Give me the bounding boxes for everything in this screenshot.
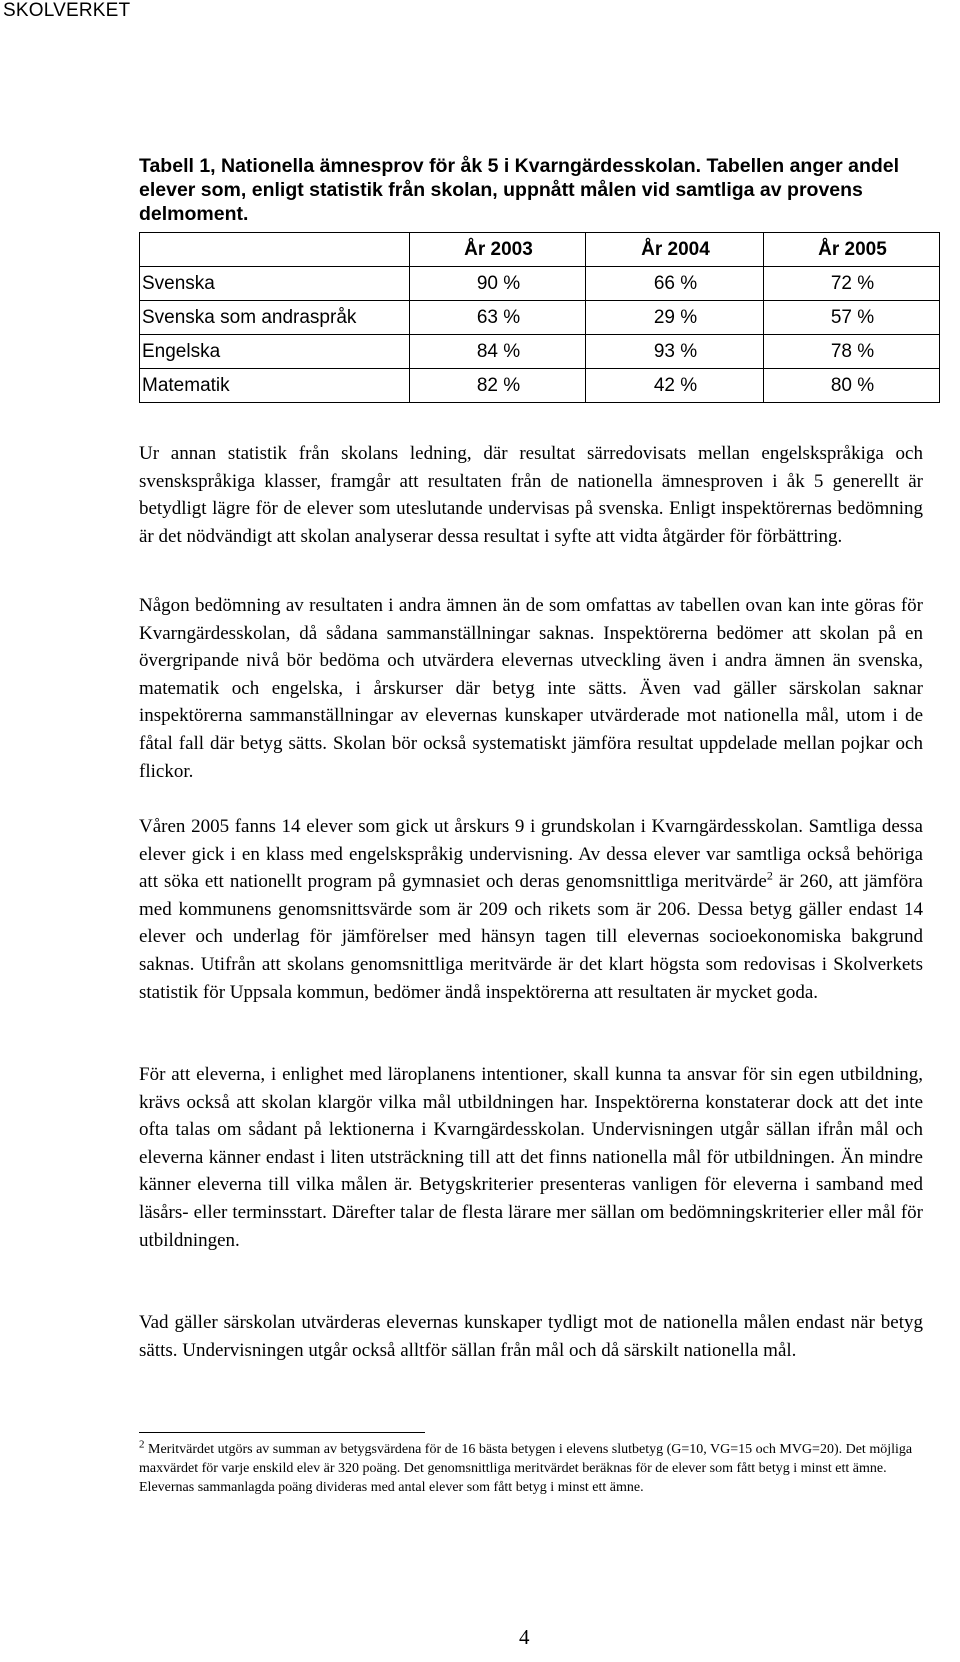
value-cell: 72 %	[764, 267, 940, 301]
table-row	[140, 369, 940, 403]
body-paragraph: Vad gäller särskolan utvärderas elevernas kunskaper tydligt mot de nationella målen endast när betyg sätts. Undervisningen utgår också alltför sällan från mål och då särskilt nationella mål.	[139, 1312, 923, 1361]
value-cell: 78 %	[764, 335, 940, 369]
subject-cell: Engelska	[140, 335, 410, 369]
subject-cell: Svenska som andraspråk	[140, 301, 410, 335]
value-cell: 29 %	[586, 301, 764, 335]
results-table	[139, 232, 940, 403]
footnote-reference: 2	[766, 868, 773, 883]
body-paragraph: Ur annan statistik från skolans ledning, där resultat särredovisats mellan engelskspråkiga och svenskspråkiga klasser, framgår att resultaten från de nationella ämnesproven i åk 5 generellt är betydligt lägre för de elever som uteslutande undervisas på svenska. Enligt inspektörernas bedömning är det nödvändigt att skolan analyserar dessa resultat i syfte att vidta åtgärder för förbättring.	[139, 443, 923, 547]
footnote-text: Meritvärdet utgörs av summan av betygsvärdena för de 16 bästa betygen i elevens slutbetyg (G=10, VG=15 och MVG=20). Det möjliga maxvärdet för varje enskild elev är 320 poäng. Det genomsnittliga meritvärdet beräknas för de elever som fått betyg i minst ett ämne. Elevernas sammanlagda poäng divideras med antal elever som fått betyg i minst ett ämne.	[139, 1442, 913, 1495]
footnote	[139, 1438, 919, 1497]
body-paragraph	[139, 813, 923, 1006]
value-cell: 90 %	[410, 267, 586, 301]
value-cell: 84 %	[410, 335, 586, 369]
table-header-row	[140, 233, 940, 267]
value-cell: 63 %	[410, 301, 586, 335]
body-paragraph: Någon bedömning av resultaten i andra ämnen än de som omfattas av tabellen ovan kan inte göras för Kvarngärdesskolan, då sådana sammanställningar saknas. Inspektörerna bedömer att skolan på en övergripande nivå bör bedöma och utvärdera elevernas utveckling även i andra ämnen än svenska, matematik och engelska, i årskurser där betyg inte sätts. Även vad gäller särskolan saknar inspektörerna sammanställningar av elevernas kunskaper utvärderade mot nationella mål, utom i de fåtal fall där betyg sätts. Skolan bör också systematiskt jämföra resultat uppdelade mellan pojkar och flickor.	[139, 595, 923, 782]
table-caption: Tabell 1, Nationella ämnesprov för åk 5 i Kvarngärdesskolan. Tabellen anger andel elever som, enligt statistik från skolan, uppnått målen vid samtliga av provens delmoment.	[139, 155, 900, 225]
value-cell: 80 %	[764, 369, 940, 403]
table-row	[140, 301, 940, 335]
value-cell: 93 %	[586, 335, 764, 369]
column-header: År 2004	[586, 233, 764, 267]
column-header: År 2003	[410, 233, 586, 267]
table-row	[140, 267, 940, 301]
subject-cell: Matematik	[140, 369, 410, 403]
page-number: 4	[519, 1625, 530, 1649]
table-row	[140, 335, 940, 369]
column-header: År 2005	[764, 233, 940, 267]
value-cell: 82 %	[410, 369, 586, 403]
paragraph-text: är 260, att jämföra med kommunens genomsnittsvärde som är 209 och rikets som är 206. Dessa betyg gäller endast 14 elever och underlag för jämförelser med hänsyn tagen till elevernas socioekonomiska bakgrund saknas. Utifrån att skolans genomsnittliga meritvärde är det klart högsta som redovisas i Skolverkets statistik för Uppsala kommun, bedömer ändå inspektörerna att resultaten är mycket goda.	[139, 871, 923, 1003]
body-paragraph: För att eleverna, i enlighet med läroplanens intentioner, skall kunna ta ansvar för sin egen utbildning, krävs också att skolan klargör vilka mål utbildningen har. Inspektörerna konstaterar dock att det inte ofta talas om sådant på lektionerna i Kvarngärdesskolan. Undervisningen utgår sällan ifrån mål och eleverna känner endast i liten utsträckning till att det finns nationella mål för utbildningen. Än mindre känner eleverna till vilka målen är. Betygskriterier presenteras vanligen för eleverna i samband med läsårs- eller terminsstart. Därefter talar de flesta lärare mer sällan om bedömningskriterier eller mål för utbildningen.	[139, 1064, 923, 1251]
column-header	[140, 233, 410, 267]
footnote-divider	[139, 1432, 425, 1433]
footnote-marker: 2	[139, 1438, 145, 1451]
value-cell: 57 %	[764, 301, 940, 335]
subject-cell: Svenska	[140, 267, 410, 301]
page-header: SKOLVERKET	[3, 0, 131, 21]
value-cell: 66 %	[586, 267, 764, 301]
value-cell: 42 %	[586, 369, 764, 403]
paragraph-text: Våren 2005 fanns 14 elever som gick ut årskurs 9 i grundskolan i Kvarngärdesskolan. Samtliga dessa elever gick i en klass med engelskspråkig undervisning. Av dessa elever var samtliga också behöriga att söka ett nationellt program på gymnasiet och deras genomsnittliga meritvärde	[139, 816, 923, 893]
